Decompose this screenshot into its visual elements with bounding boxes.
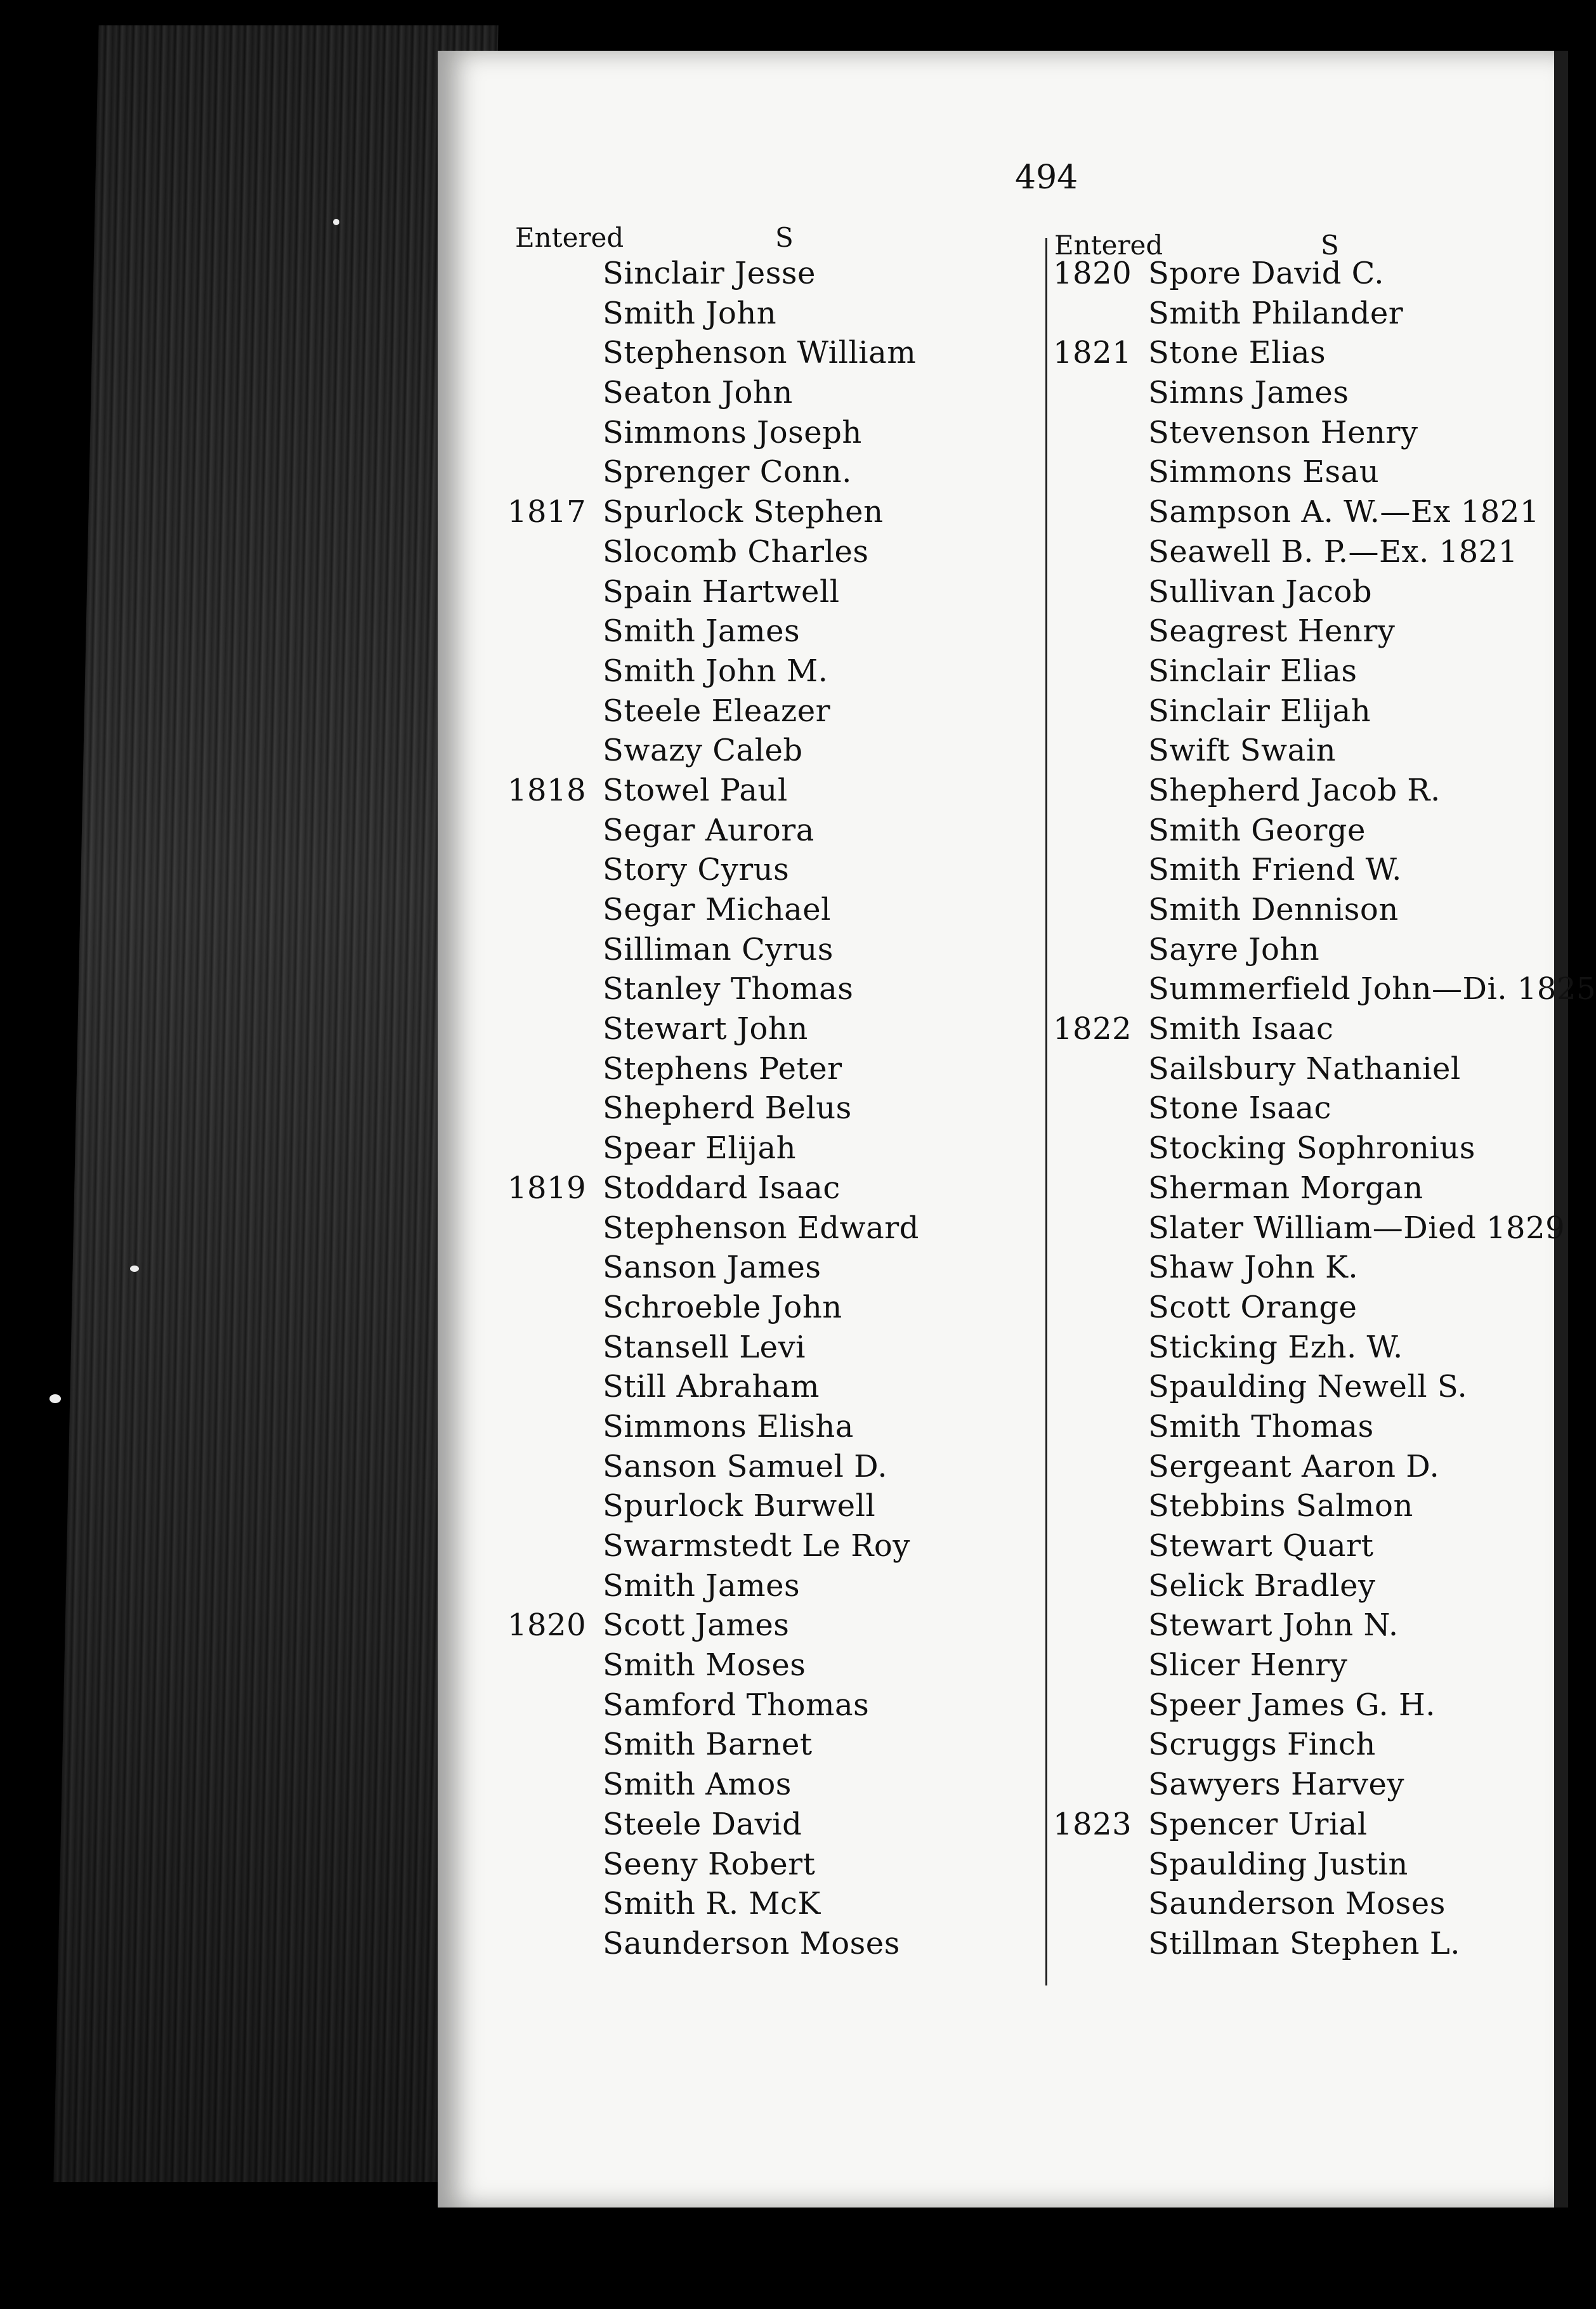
entry-year: 1819 <box>507 1170 587 1206</box>
entry-name: Spencer Urial <box>1148 1806 1368 1842</box>
entry-name: Spear Elijah <box>603 1130 796 1167</box>
entry-name: Seaton John <box>603 375 793 411</box>
column-divider-rule <box>1045 238 1047 1985</box>
entry-name: Sticking Ezh. W. <box>1148 1329 1403 1365</box>
entry-name: Simmons Esau <box>1148 454 1380 490</box>
page-right-edge <box>1554 51 1568 2208</box>
entry-name: Sergeant Aaron D. <box>1148 1448 1440 1484</box>
entry-name: Smith Philander <box>1148 295 1404 331</box>
entry-name: Swarmstedt Le Roy <box>603 1528 910 1564</box>
entry-name: Stanley Thomas <box>603 971 854 1007</box>
entry-name: Sanson James <box>603 1250 821 1286</box>
entry-name: Shaw John K. <box>1148 1250 1359 1286</box>
entry-name: Swazy Caleb <box>603 733 803 769</box>
left-column-header <box>515 222 794 253</box>
entry-name: Steele David <box>603 1806 802 1842</box>
entry-name: Spore David C. <box>1148 256 1384 291</box>
entry-name: Smith Barnet <box>603 1727 813 1763</box>
entry-name: Sailsbury Nathaniel <box>1148 1050 1461 1087</box>
entry-name: Stephens Peter <box>603 1050 842 1087</box>
entry-name: Stevenson Henry <box>1148 414 1418 450</box>
entry-name: Sprenger Conn. <box>603 454 852 490</box>
entry-name: Stebbins Salmon <box>1148 1488 1413 1524</box>
dust-speck <box>130 1266 139 1272</box>
entry-name: Stansell Levi <box>603 1329 806 1365</box>
entry-name: Sanson Samuel D. <box>603 1448 888 1484</box>
entry-name: Stewart John N. <box>1148 1607 1399 1644</box>
entry-name: Speer James G. H. <box>1148 1687 1436 1723</box>
entry-name: Selick Bradley <box>1148 1567 1376 1604</box>
spine-shading <box>53 25 498 2182</box>
entry-name: Sinclair Elias <box>1148 653 1357 689</box>
entry-name: Stoddard Isaac <box>603 1170 841 1206</box>
entry-name: Stowel Paul <box>603 772 788 808</box>
entry-name: Seeny Robert <box>603 1846 816 1882</box>
dust-speck <box>333 219 339 225</box>
entry-name: Stone Elias <box>1148 335 1326 371</box>
entry-name: Sayre John <box>1148 931 1320 967</box>
entry-name: Stephenson William <box>603 335 917 371</box>
entry-year: 1820 <box>1053 256 1132 291</box>
entry-name: Still Abraham <box>603 1369 820 1405</box>
entry-year: 1818 <box>507 772 587 808</box>
entry-name: Samford Thomas <box>603 1687 870 1723</box>
entry-name: Seagrest Henry <box>1148 613 1396 650</box>
entry-name: Silliman Cyrus <box>603 931 834 967</box>
entry-name: Schroeble John <box>603 1289 842 1325</box>
entry-name: Stephenson Edward <box>603 1210 919 1246</box>
entry-name: Smith John <box>603 295 777 331</box>
entry-name: Swift Swain <box>1148 733 1336 769</box>
entry-year: 1822 <box>1053 1011 1132 1047</box>
entry-name: Slicer Henry <box>1148 1647 1348 1684</box>
entry-year: 1820 <box>507 1607 587 1644</box>
entry-name: Steele Eleazer <box>603 693 831 729</box>
entry-name: Sullivan Jacob <box>1148 573 1373 610</box>
left-header-entered: Entered <box>515 222 624 253</box>
entry-name: Stewart John <box>603 1011 808 1047</box>
entry-name: Smith Isaac <box>1148 1011 1334 1047</box>
entry-year: 1817 <box>507 494 587 530</box>
entry-name: Spurlock Stephen <box>603 494 884 530</box>
entry-name: Simmons Elisha <box>603 1408 854 1444</box>
entry-name: Stillman Stephen L. <box>1148 1925 1460 1961</box>
entry-name: Scruggs Finch <box>1148 1727 1376 1763</box>
entry-name: Smith Thomas <box>1148 1408 1374 1444</box>
page-number: 494 <box>1015 159 1078 197</box>
entry-year: 1823 <box>1053 1806 1132 1842</box>
entry-name: Smith R. McK <box>603 1886 821 1922</box>
entry-year: 1821 <box>1053 335 1132 371</box>
entry-name: Shepherd Jacob R. <box>1148 772 1441 808</box>
entry-name: Scott Orange <box>1148 1289 1357 1325</box>
entry-name: Smith Amos <box>603 1767 792 1803</box>
entry-name: Saunderson Moses <box>603 1925 900 1961</box>
entry-name: Slocomb Charles <box>603 533 869 570</box>
entry-name: Sawyers Harvey <box>1148 1767 1405 1803</box>
entry-name: Smith Moses <box>603 1647 806 1684</box>
entry-name: Simmons Joseph <box>603 414 862 450</box>
left-header-letter: S <box>775 222 794 253</box>
entry-name: Saunderson Moses <box>1148 1886 1446 1922</box>
entry-name: Sinclair Jesse <box>603 256 816 291</box>
entry-name: Story Cyrus <box>603 852 790 888</box>
entry-name: Segar Aurora <box>603 812 814 848</box>
entry-name: Slater William—Died 1829 <box>1148 1210 1566 1246</box>
entry-name: Smith James <box>603 1567 801 1604</box>
right-header-entered: Entered <box>1054 230 1163 261</box>
entry-name: Spain Hartwell <box>603 573 840 610</box>
entry-name: Sherman Morgan <box>1148 1170 1423 1206</box>
entry-name: Segar Michael <box>603 892 832 927</box>
dust-speck <box>49 1394 61 1403</box>
entry-name: Summerfield John—Di. 1825 <box>1148 971 1596 1007</box>
entry-name: Smith James <box>603 613 801 650</box>
entry-name: Simns James <box>1148 375 1349 411</box>
entry-name: Sinclair Elijah <box>1148 693 1371 729</box>
entry-name: Smith George <box>1148 812 1366 848</box>
entry-name: Spurlock Burwell <box>603 1488 876 1524</box>
entry-name: Scott James <box>603 1607 790 1644</box>
entry-name: Sampson A. W.—Ex 1821 <box>1148 494 1540 530</box>
entry-name: Stewart Quart <box>1148 1528 1374 1564</box>
right-header-letter: S <box>1321 230 1339 261</box>
entry-name: Stone Isaac <box>1148 1090 1331 1127</box>
entry-name: Seawell B. P.—Ex. 1821 <box>1148 533 1518 570</box>
entry-name: Shepherd Belus <box>603 1090 852 1127</box>
entry-name: Spaulding Justin <box>1148 1846 1408 1882</box>
entry-name: Smith Friend W. <box>1148 852 1402 888</box>
entry-name: Smith John M. <box>603 653 828 689</box>
entry-name: Smith Dennison <box>1148 892 1399 927</box>
entry-name: Spaulding Newell S. <box>1148 1369 1468 1405</box>
entry-name: Stocking Sophronius <box>1148 1130 1475 1167</box>
